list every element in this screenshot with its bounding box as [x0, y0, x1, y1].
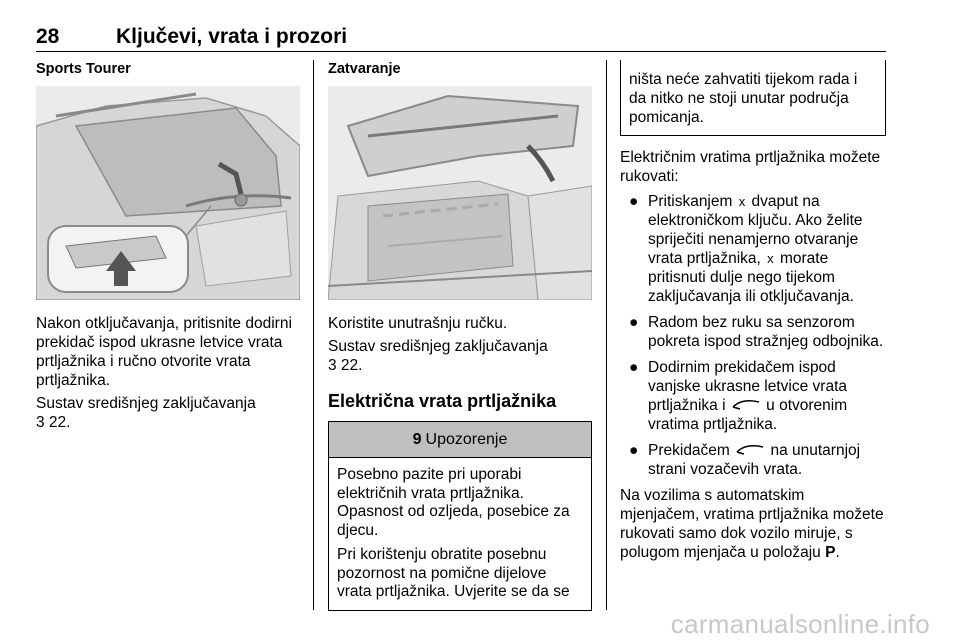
bullet-dot: ●	[629, 442, 639, 459]
warning-paragraph-1: Posebno pazite pri uporabi električnih vrata prtljažnika. Opasnost od ozljeda, posebice za djecu.	[337, 466, 570, 539]
bullet-dot: ●	[629, 193, 639, 210]
watermark: carmanualsonline.info	[670, 609, 930, 639]
page-number: 28	[36, 25, 60, 48]
column-1	[36, 60, 300, 432]
list-item	[620, 313, 886, 351]
chapter-title: Ključevi, vrata i prozori	[116, 25, 348, 48]
list-item	[620, 358, 886, 434]
warning-box	[328, 421, 592, 611]
col2-paragraph-1: Koristite unutrašnju ručku.	[328, 315, 508, 332]
bullet-dot: ●	[629, 359, 639, 376]
warning-paragraph-2: Pri korištenju obratite posebnu pozornost na pomične dijelove vrata prtljažnika. Uvjerite se da se	[337, 546, 570, 600]
tailgate-switch-icon	[730, 396, 762, 415]
key-button-icon: x	[767, 251, 774, 266]
key-button-icon: x	[738, 194, 746, 209]
col2-para2-text: Sustav središnjeg zaključavanja	[328, 338, 548, 355]
automatic-transmission-note	[620, 486, 886, 562]
bullet-1-text-a: Pritiskanjem	[648, 193, 733, 210]
column-divider-1	[313, 60, 314, 610]
bullet-3-text-a: Dodirnim prekidačem ispod vanjske ukrasne letvice vrata prtljažnika i	[648, 359, 848, 414]
bullet-dot: ●	[629, 314, 639, 331]
bullet-3-text-b: u otvorenim vratima prtljažnika.	[648, 397, 848, 433]
final-note-end: .	[835, 544, 840, 561]
subhead-closing: Zatvaranje	[328, 61, 401, 77]
col1-para2-text: Sustav središnjeg zaključavanja	[36, 395, 256, 412]
tailgate-switch-icon	[734, 441, 766, 460]
col2-page-reference[interactable]: 3 22.	[328, 357, 363, 374]
column-2	[328, 60, 592, 611]
column-divider-2	[606, 60, 607, 610]
operation-list	[620, 192, 886, 479]
bullet-1-text-b: dvaput na elektroničkom ključu. Ako želite spriječiti nenamjerno otvaranje vrata prtljažnika,	[648, 193, 863, 267]
bullet-4-text-b: na unutarnjoj strani vozačevih vrata.	[648, 442, 861, 478]
tailgate-symbol-icon	[736, 443, 764, 455]
warning-body	[329, 458, 591, 602]
warning-icon: 9	[412, 430, 422, 448]
col2-paragraph-2	[328, 337, 592, 375]
car-rear-drawing	[36, 86, 300, 300]
page-header	[36, 22, 886, 52]
warning-continued-text: ništa neće zahvatiti tijekom rada i da nitko ne stoji unutar područja pomicanja.	[629, 71, 858, 126]
warning-box-continued	[620, 60, 886, 136]
gear-position-p: P	[825, 544, 836, 561]
bullet-2-text: Radom bez ruku sa senzorom pokreta ispod stražnjeg odbojnika.	[648, 314, 884, 350]
section-title-electric-tailgate: Električna vrata prtljažnika	[328, 391, 557, 411]
tailgate-symbol-icon	[732, 398, 760, 410]
list-item	[620, 192, 886, 306]
bullet-4-text-a: Prekidačem	[648, 442, 730, 459]
tailgate-handle-illustration	[36, 86, 300, 300]
final-note-text: Na vozilima s automatskim mjenjačem, vratima prtljažnika možete rukovati samo dok vozilo miruje, s polugom mjenjača u položaju	[620, 487, 884, 561]
col1-paragraph-2	[36, 394, 300, 432]
col1-paragraph-1: Nakon otključavanja, pritisnite dodirni prekidač ispod ukrasne letvice vrata prtljažnika i ručno otvorite vrata prtljažnika.	[36, 315, 292, 389]
operation-intro: Električnim vratima prtljažnika možete rukovati:	[620, 149, 881, 185]
column-3	[620, 60, 886, 562]
col1-page-reference[interactable]: 3 22.	[36, 414, 71, 431]
open-tailgate-illustration	[328, 86, 592, 300]
open-tailgate-drawing	[328, 86, 592, 300]
warning-header	[329, 422, 591, 458]
subhead-sports-tourer: Sports Tourer	[36, 61, 131, 77]
warning-title: Upozorenje	[425, 430, 508, 448]
list-item	[620, 441, 886, 479]
bullet-1-text-c: morate pritisnuti dulje nego tijekom zaključavanja ili otključavanja.	[648, 250, 854, 305]
